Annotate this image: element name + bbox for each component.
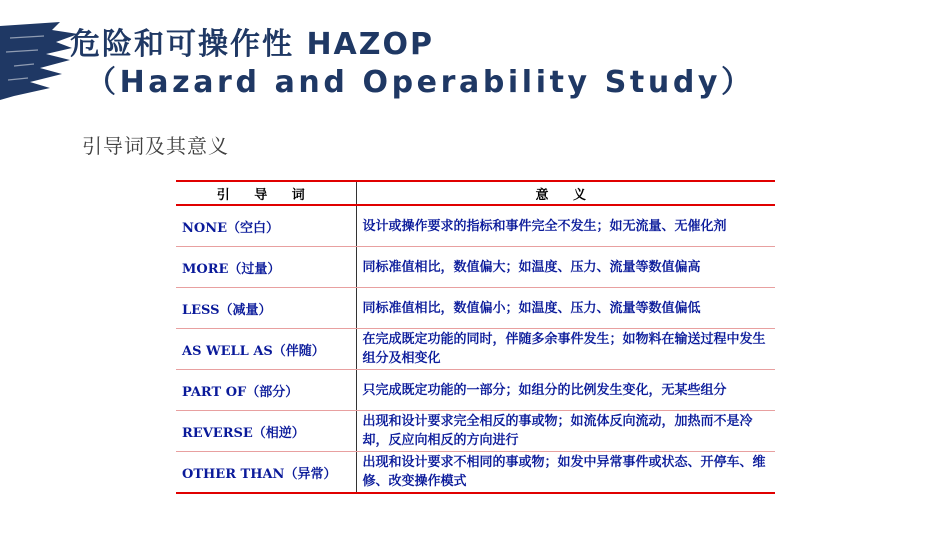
table-row bbox=[176, 205, 775, 247]
meaning-cell: 出现和设计要求完全相反的事或物；如流体反向流动，加热而不是冷却，反应向相反的方向进行 bbox=[356, 411, 775, 452]
guide-word-cell: REVERSE（相逆） bbox=[176, 411, 356, 452]
table-row bbox=[176, 452, 775, 494]
title-line-1: 危险和可操作性 HAZOP bbox=[70, 27, 435, 62]
title-line-2: （Hazard and Operability Study） bbox=[86, 65, 755, 100]
table-row bbox=[176, 411, 775, 452]
header-guide-word: 引 导 词 bbox=[176, 181, 356, 205]
slide-subtitle: 引导词及其意义 bbox=[82, 134, 229, 158]
meaning-cell: 同标准值相比，数值偏大；如温度、压力、流量等数值偏高 bbox=[356, 247, 775, 288]
table-row bbox=[176, 370, 775, 411]
header-meaning: 意 义 bbox=[356, 181, 775, 205]
guide-word-cell: AS WELL AS（伴随） bbox=[176, 329, 356, 370]
guide-word-table bbox=[176, 180, 775, 494]
brush-stroke-decoration bbox=[0, 22, 80, 102]
meaning-cell: 只完成既定功能的一部分；如组分的比例发生变化，无某些组分 bbox=[356, 370, 775, 411]
table-row bbox=[176, 288, 775, 329]
meaning-cell: 在完成既定功能的同时，伴随多余事件发生；如物料在输送过程中发生组分及相变化 bbox=[356, 329, 775, 370]
meaning-cell: 同标准值相比，数值偏小；如温度、压力、流量等数值偏低 bbox=[356, 288, 775, 329]
guide-word-cell: PART OF（部分） bbox=[176, 370, 356, 411]
guide-word-cell: LESS（减量） bbox=[176, 288, 356, 329]
guide-word-cell: NONE（空白） bbox=[176, 205, 356, 247]
table-row bbox=[176, 247, 775, 288]
guide-word-cell: MORE（过量） bbox=[176, 247, 356, 288]
meaning-cell: 出现和设计要求不相同的事或物；如发中异常事件或状态、开停车、维修、改变操作模式 bbox=[362, 455, 766, 489]
meaning-cell: 设计或操作要求的指标和事件完全不发生；如无流量、无催化剂 bbox=[356, 205, 775, 247]
guide-word-cell: OTHER THAN（异常） bbox=[176, 452, 356, 494]
slide-title bbox=[70, 26, 755, 102]
table-header-row bbox=[176, 181, 775, 205]
table-row bbox=[176, 329, 775, 370]
